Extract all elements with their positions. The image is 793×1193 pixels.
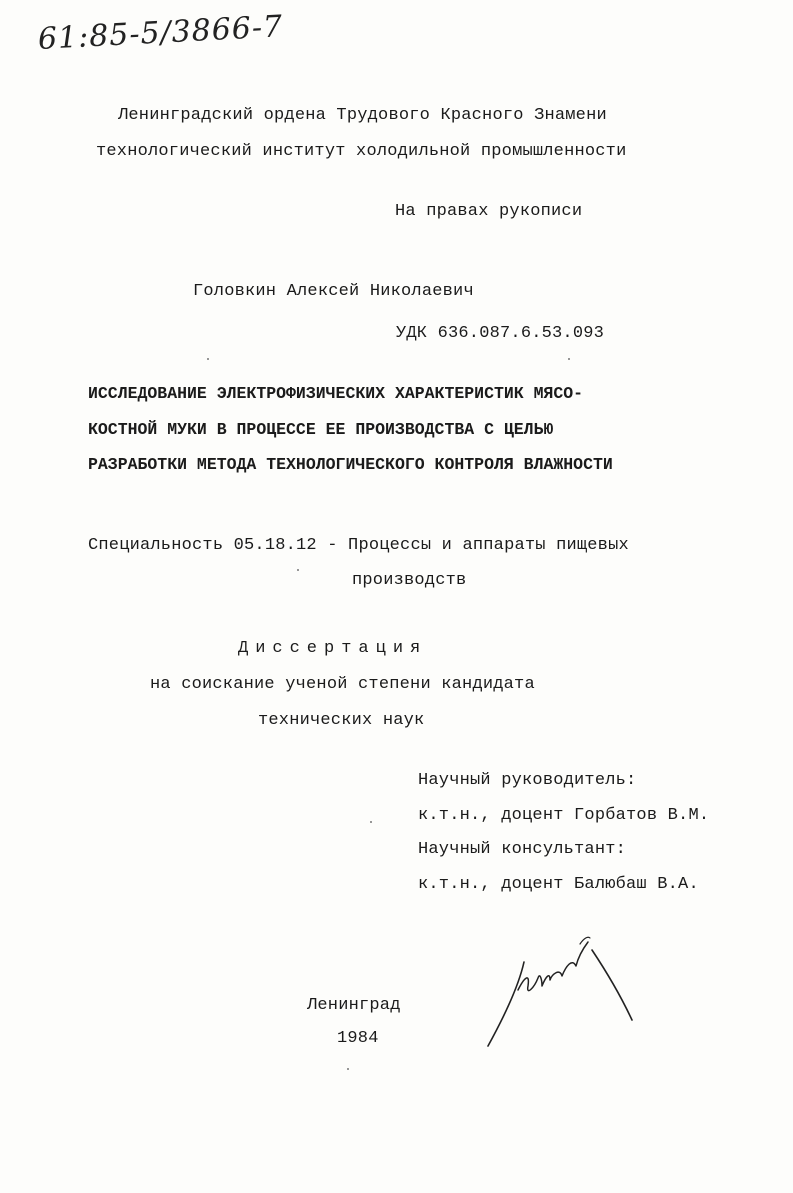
consultant-label: Научный консультант:: [418, 840, 627, 859]
work-type-line-2: технических наук: [258, 711, 425, 730]
manuscript-rights: На правах рукописи: [395, 202, 583, 221]
consultant-name: к.т.н., доцент Балюбаш В.А.: [418, 875, 699, 894]
dissertation-title-line-2: КОСТНОЙ МУКИ В ПРОЦЕССЕ ЕЕ ПРОИЗВОДСТВА С ЦЕЛЬЮ: [88, 420, 554, 439]
work-type-line-1: на соискание ученой степени кандидата: [150, 675, 535, 694]
paper-speck: [297, 569, 299, 571]
advisor-label: Научный руководитель:: [418, 771, 637, 790]
udk-code: УДК 636.087.6.53.093: [396, 324, 605, 343]
signature-image: [480, 928, 640, 1048]
advisor-name: к.т.н., доцент Горбатов В.М.: [418, 806, 710, 825]
specialty-line-2: производств: [352, 571, 467, 590]
author-name: Головкин Алексей Николаевич: [193, 282, 474, 301]
paper-speck: [370, 821, 372, 823]
dissertation-title-line-3: РАЗРАБОТКИ МЕТОДА ТЕХНОЛОГИЧЕСКОГО КОНТРОЛЯ ВЛАЖНОСТИ: [88, 455, 613, 474]
work-type-heading: Диссертация: [238, 639, 428, 658]
year: 1984: [337, 1029, 379, 1048]
paper-speck: [347, 1068, 349, 1070]
dissertation-title-line-1: ИССЛЕДОВАНИЕ ЭЛЕКТРОФИЗИЧЕСКИХ ХАРАКТЕРИСТИК МЯСО-: [88, 384, 584, 403]
institution-line-2: технологический институт холодильной промышленности: [96, 142, 627, 161]
specialty-line-1: Специальность 05.18.12 - Процессы и аппараты пищевых: [88, 536, 629, 555]
paper-speck: [568, 358, 570, 360]
institution-line-1: Ленинградский ордена Трудового Красного Знамени: [118, 106, 607, 125]
archive-number-handwritten: 61:85-5/3866-7: [37, 9, 284, 57]
place: Ленинград: [307, 996, 401, 1015]
paper-speck: [207, 358, 209, 360]
